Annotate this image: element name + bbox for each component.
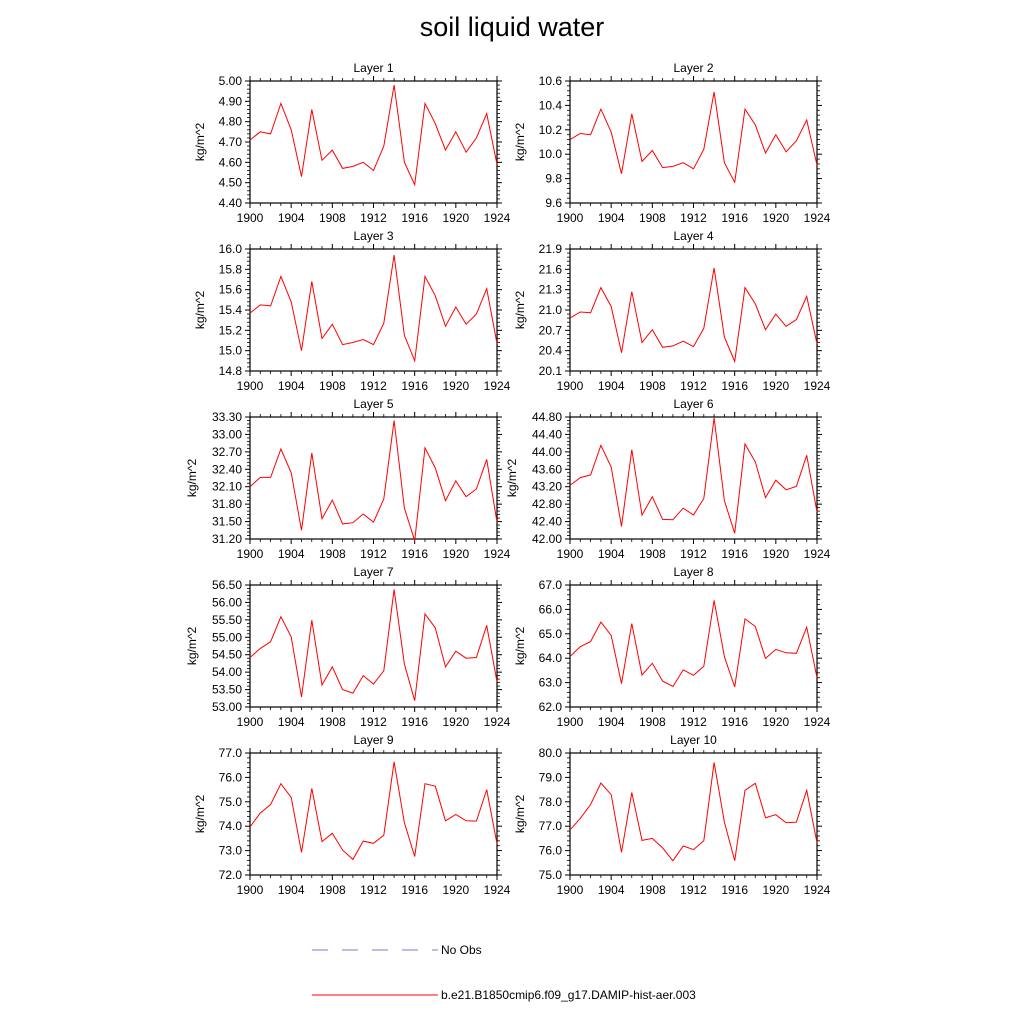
y-tick-label: 42.00 [531, 532, 562, 546]
page-title: soil liquid water [419, 12, 605, 42]
y-tick-label: 53.50 [211, 682, 242, 697]
x-tick-label: 1900 [236, 211, 264, 225]
series-line-1 [250, 255, 497, 361]
y-tick-label: 78.0 [538, 794, 562, 809]
y-axis-label: kg/m^2 [513, 794, 527, 834]
plot-frame [250, 585, 497, 707]
y-tick-label: 75.0 [538, 868, 562, 882]
x-tick-label: 1924 [483, 379, 511, 393]
x-tick-label: 1908 [318, 715, 346, 729]
y-tick-label: 79.0 [538, 770, 562, 785]
x-tick-label: 1908 [638, 715, 666, 729]
y-tick-label: 42.40 [531, 514, 562, 529]
x-tick-label: 1904 [597, 883, 625, 897]
plot-frame [570, 753, 817, 875]
y-axis-label: kg/m^2 [193, 122, 207, 162]
panel-title: Layer 6 [673, 397, 714, 411]
y-tick-label: 4.60 [218, 155, 242, 170]
plot-frame [570, 417, 817, 539]
y-tick-label: 56.50 [211, 578, 242, 592]
x-tick-label: 1912 [680, 883, 707, 897]
series-line-1 [570, 600, 817, 687]
x-tick-label: 1912 [680, 547, 707, 561]
x-tick-label: 1916 [721, 211, 749, 225]
y-tick-label: 72.0 [218, 868, 242, 882]
y-tick-label: 31.50 [211, 514, 242, 529]
y-axis-label: kg/m^2 [505, 458, 519, 498]
x-tick-label: 1916 [721, 379, 749, 393]
y-tick-label: 67.0 [538, 578, 562, 592]
x-tick-label: 1920 [442, 715, 470, 729]
legend-label-no-obs: No Obs [441, 943, 482, 957]
y-tick-label: 56.00 [211, 595, 242, 610]
y-tick-label: 4.80 [218, 114, 242, 129]
panel-layer-7 [185, 565, 511, 729]
panel-title: Layer 2 [673, 61, 714, 75]
panel-layer-5 [185, 397, 511, 561]
panel-layer-4 [513, 229, 831, 393]
x-tick-label: 1916 [401, 547, 429, 561]
y-tick-label: 33.00 [211, 427, 242, 442]
y-tick-label: 54.00 [211, 665, 242, 680]
x-tick-label: 1912 [680, 211, 707, 225]
plot-frame [250, 81, 497, 203]
y-tick-label: 4.50 [218, 175, 242, 190]
plot-frame [250, 249, 497, 371]
y-tick-label: 31.20 [211, 532, 242, 546]
y-tick-label: 15.4 [218, 303, 242, 317]
plot-frame [250, 417, 497, 539]
x-tick-label: 1920 [442, 883, 470, 897]
panel-title: Layer 10 [670, 733, 717, 747]
y-tick-label: 21.0 [538, 303, 562, 317]
y-tick-label: 15.0 [218, 343, 242, 358]
x-tick-label: 1924 [803, 379, 831, 393]
x-tick-label: 1904 [277, 715, 305, 729]
y-tick-label: 5.00 [218, 74, 242, 88]
y-axis-label: kg/m^2 [193, 290, 207, 330]
series-line-1 [250, 85, 497, 185]
x-tick-label: 1908 [638, 883, 666, 897]
y-tick-label: 9.6 [545, 196, 562, 210]
x-tick-label: 1900 [236, 715, 264, 729]
y-tick-label: 76.0 [218, 770, 242, 785]
y-axis-label: kg/m^2 [185, 626, 199, 666]
y-tick-label: 54.50 [211, 647, 242, 662]
panel-title: Layer 7 [353, 565, 394, 579]
x-tick-label: 1900 [236, 883, 264, 897]
x-tick-label: 1920 [442, 211, 470, 225]
y-tick-label: 77.0 [538, 819, 562, 834]
x-tick-label: 1924 [483, 715, 511, 729]
x-tick-label: 1920 [762, 547, 790, 561]
series-line-1 [570, 418, 817, 533]
y-tick-label: 10.4 [538, 98, 562, 113]
x-tick-label: 1908 [638, 211, 666, 225]
x-tick-label: 1924 [483, 211, 511, 225]
x-tick-label: 1900 [556, 211, 584, 225]
y-tick-label: 62.0 [538, 700, 562, 714]
x-tick-label: 1920 [762, 379, 790, 393]
x-tick-label: 1924 [803, 211, 831, 225]
series-line-1 [250, 590, 497, 701]
y-tick-label: 9.8 [545, 171, 562, 186]
y-tick-label: 20.4 [538, 343, 562, 358]
plot-frame [250, 753, 497, 875]
panel-title: Layer 5 [353, 397, 394, 411]
y-tick-label: 73.0 [218, 843, 242, 858]
panel-layer-8 [513, 565, 831, 729]
y-axis-label: kg/m^2 [185, 458, 199, 498]
x-tick-label: 1916 [721, 883, 749, 897]
series-line-1 [570, 763, 817, 861]
series-line-1 [250, 421, 497, 541]
panel-title: Layer 8 [673, 565, 714, 579]
y-tick-label: 32.40 [211, 462, 242, 477]
y-tick-label: 44.00 [531, 444, 562, 459]
y-tick-label: 75.0 [218, 794, 242, 809]
y-tick-label: 64.0 [538, 651, 562, 666]
y-axis-label: kg/m^2 [513, 122, 527, 162]
x-tick-label: 1912 [360, 547, 387, 561]
y-tick-label: 63.0 [538, 675, 562, 690]
y-axis-label: kg/m^2 [193, 794, 207, 834]
y-tick-label: 10.6 [538, 74, 562, 88]
plot-frame [570, 585, 817, 707]
y-tick-label: 66.0 [538, 602, 562, 617]
x-tick-label: 1924 [803, 547, 831, 561]
x-tick-label: 1916 [401, 379, 429, 393]
y-tick-label: 10.2 [538, 122, 562, 137]
x-tick-label: 1904 [597, 211, 625, 225]
y-tick-label: 44.80 [531, 410, 562, 424]
panel-layer-1 [193, 61, 511, 225]
y-tick-label: 15.2 [218, 323, 242, 338]
y-tick-label: 32.10 [211, 479, 242, 494]
x-tick-label: 1920 [762, 715, 790, 729]
y-tick-label: 15.6 [218, 282, 242, 297]
x-tick-label: 1904 [277, 883, 305, 897]
x-tick-label: 1912 [680, 379, 707, 393]
x-tick-label: 1908 [318, 379, 346, 393]
x-tick-label: 1908 [318, 883, 346, 897]
y-tick-label: 32.70 [211, 444, 242, 459]
x-tick-label: 1900 [556, 883, 584, 897]
x-tick-label: 1908 [638, 547, 666, 561]
x-tick-label: 1920 [442, 379, 470, 393]
series-line-1 [570, 92, 817, 182]
panel-title: Layer 3 [353, 229, 394, 243]
panel-title: Layer 9 [353, 733, 394, 747]
x-tick-label: 1908 [638, 379, 666, 393]
panel-title: Layer 1 [353, 61, 394, 75]
x-tick-label: 1904 [597, 715, 625, 729]
plot-frame [570, 249, 817, 371]
x-tick-label: 1908 [318, 547, 346, 561]
y-axis-label: kg/m^2 [513, 626, 527, 666]
series-line-1 [250, 762, 497, 860]
panel-layer-6 [505, 397, 831, 561]
y-tick-label: 65.0 [538, 626, 562, 641]
x-tick-label: 1904 [597, 547, 625, 561]
y-tick-label: 14.8 [218, 364, 242, 378]
y-tick-label: 53.00 [211, 700, 242, 714]
y-tick-label: 15.8 [218, 262, 242, 277]
y-tick-label: 44.40 [531, 427, 562, 442]
x-tick-label: 1916 [401, 883, 429, 897]
y-tick-label: 33.30 [211, 410, 242, 424]
panel-layer-10 [513, 733, 831, 897]
legend-label-model: b.e21.B1850cmip6.f09_g17.DAMIP-hist-aer.003 [441, 988, 696, 1002]
series-line-1 [570, 268, 817, 362]
x-tick-label: 1920 [762, 211, 790, 225]
y-tick-label: 55.50 [211, 612, 242, 627]
y-tick-label: 4.70 [218, 135, 242, 149]
x-tick-label: 1916 [401, 715, 429, 729]
y-tick-label: 20.1 [538, 364, 562, 378]
x-tick-label: 1900 [236, 379, 264, 393]
y-tick-label: 77.0 [218, 746, 242, 760]
y-axis-label: kg/m^2 [513, 290, 527, 330]
x-tick-label: 1920 [442, 547, 470, 561]
x-tick-label: 1904 [277, 379, 305, 393]
y-tick-label: 4.40 [218, 196, 242, 210]
x-tick-label: 1908 [318, 211, 346, 225]
x-tick-label: 1900 [556, 379, 584, 393]
x-tick-label: 1920 [762, 883, 790, 897]
x-tick-label: 1924 [803, 715, 831, 729]
x-tick-label: 1904 [597, 379, 625, 393]
y-tick-label: 76.0 [538, 843, 562, 858]
y-tick-label: 20.7 [538, 323, 562, 338]
x-tick-label: 1916 [401, 211, 429, 225]
x-tick-label: 1924 [483, 883, 511, 897]
y-tick-label: 16.0 [218, 242, 242, 256]
x-tick-label: 1912 [360, 715, 387, 729]
x-tick-label: 1912 [360, 883, 387, 897]
x-tick-label: 1916 [721, 715, 749, 729]
x-tick-label: 1912 [680, 715, 707, 729]
x-tick-label: 1900 [556, 715, 584, 729]
panel-layer-2 [513, 61, 831, 225]
x-tick-label: 1912 [360, 211, 387, 225]
y-tick-label: 43.60 [531, 462, 562, 477]
y-tick-label: 21.6 [538, 262, 562, 277]
y-tick-label: 55.00 [211, 630, 242, 645]
x-tick-label: 1900 [236, 547, 264, 561]
panel-layer-3 [193, 229, 511, 393]
y-tick-label: 4.90 [218, 94, 242, 109]
x-tick-label: 1916 [721, 547, 749, 561]
x-tick-label: 1904 [277, 211, 305, 225]
x-tick-label: 1904 [277, 547, 305, 561]
y-tick-label: 31.80 [211, 497, 242, 512]
x-tick-label: 1900 [556, 547, 584, 561]
y-tick-label: 74.0 [218, 819, 242, 834]
y-tick-label: 21.9 [538, 242, 562, 256]
y-tick-label: 42.80 [531, 497, 562, 512]
x-tick-label: 1912 [360, 379, 387, 393]
y-tick-label: 10.0 [538, 147, 562, 162]
y-tick-label: 80.0 [538, 746, 562, 760]
panel-layer-9 [193, 733, 511, 897]
panel-title: Layer 4 [673, 229, 714, 243]
x-tick-label: 1924 [803, 883, 831, 897]
x-tick-label: 1924 [483, 547, 511, 561]
y-tick-label: 43.20 [531, 479, 562, 494]
legend [312, 943, 696, 1002]
y-tick-label: 21.3 [538, 282, 562, 297]
